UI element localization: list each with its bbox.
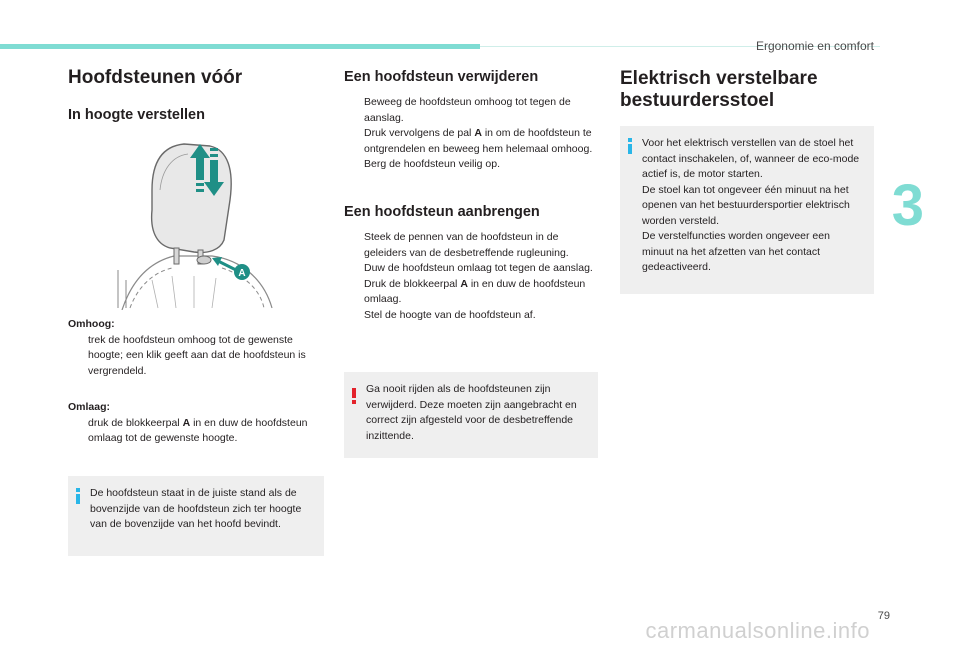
heading-electric-seat (620, 68, 818, 112)
section-title: Ergonomie en comfort (755, 39, 874, 53)
up-instructions (68, 317, 324, 379)
electric-seat-note-text: Voor het elektrisch verstellen van de stoel het contact inschakelen, of, wanneer de eco-mode actief is, de motor starten. De stoel kan tot ongeveer één minuut na het openen van het bestuurdersportier elektrisch worden versteld. De verstelfuncties worden ongeveer een minuut na het afzetten van het contact gedeactiveerd. (642, 137, 860, 273)
heading-electric-seat-line1: Elektrisch verstelbare (620, 68, 818, 89)
step-item (344, 308, 600, 324)
info-icon (628, 138, 632, 154)
step-text-part: Steek de pennen van de hoofdsteun in de geleiders van de desbetreffende rugleuning. (364, 231, 569, 259)
page-number: 79 (877, 610, 890, 622)
step-text (364, 127, 592, 155)
chapter-number: 3 (891, 173, 924, 238)
step-item (344, 95, 600, 126)
down-arrow-dash-1 (210, 148, 218, 151)
electric-seat-note (620, 126, 874, 294)
install-steps-list (344, 230, 600, 323)
watermark: carmanualsonline.info (645, 618, 870, 643)
warning-box (344, 372, 598, 458)
up-steps-list (68, 333, 324, 380)
warning-text: Ga nooit rijden als de hoofdsteunen zijn verwijderd. Deze moeten zijn aangebracht en correct zijn afgesteld voor de desbetreffende inzittende. (366, 383, 577, 442)
step-text (88, 417, 308, 445)
step-text-part: Berg de hoofdsteun veilig op. (364, 158, 501, 170)
step-text-part: druk de blokkeerpal (88, 416, 183, 429)
step-text (364, 278, 585, 306)
step-item (344, 157, 600, 173)
header-accent-bar (0, 44, 480, 49)
subheading-height-adjust: In hoogte verstellen (68, 107, 205, 123)
warning-icon (352, 388, 356, 404)
step-text (364, 231, 569, 259)
heading-electric-seat-line2: bestuurdersstoel (620, 90, 775, 111)
step-text-part: in en duw de hoofdsteun omlaag tot de gewenste hoogte. (88, 416, 308, 444)
step-text-part: Druk de blokkeerpal (364, 277, 461, 290)
headrest-illustration (112, 140, 277, 310)
step-text (364, 158, 500, 170)
step-text-part: Beweeg de hoofdsteun omhoog tot tegen de aanslag. (364, 96, 571, 124)
headrest-position-note (68, 476, 324, 556)
lock-button (197, 256, 211, 264)
down-instructions (68, 400, 324, 447)
step-text-part: Druk vervolgens de pal (364, 127, 475, 139)
step-text-part: Stel de hoogte van de hoofdsteun af. (364, 308, 536, 321)
step-text (364, 96, 571, 124)
down-arrow-dash-2 (210, 154, 218, 157)
headrest-shape (152, 144, 232, 253)
down-label: Omlaag: (68, 401, 111, 413)
down-steps-list (68, 416, 324, 447)
page-heading: Hoofdsteunen vóór (68, 67, 243, 88)
step-item (344, 261, 600, 277)
step-text-ref: A (474, 127, 482, 139)
info-icon (76, 488, 80, 504)
up-arrow-dash-1 (196, 183, 204, 186)
step-item (344, 277, 600, 308)
step-item (344, 126, 600, 157)
step-text (364, 262, 593, 274)
up-label: Omhoog: (68, 318, 115, 330)
step-item (68, 416, 324, 447)
seat-stitch-left (130, 268, 172, 308)
subheading-install: Een hoofdsteun aanbrengen (344, 204, 540, 220)
step-text-part: in en duw de hoofdsteun omlaag. (364, 277, 586, 305)
step-item (68, 333, 324, 380)
step-text-part: Duw de hoofdsteun omlaag tot tegen de aanslag. (364, 262, 593, 274)
headrest-note-text: De hoofdsteun staat in de juiste stand als de bovenzijde van de hoofdsteun zich ter hoogte van de bovenzijde van het hoofd bevindt. (90, 487, 302, 530)
step-text (364, 309, 536, 321)
label-a-text: A (238, 268, 246, 279)
subheading-remove: Een hoofdsteun verwijderen (344, 69, 539, 85)
step-text-ref: A (182, 416, 191, 429)
headrest-post-left (174, 248, 179, 264)
remove-steps-list (344, 95, 600, 173)
seat-ribs (152, 276, 216, 308)
step-item (344, 230, 600, 261)
step-text-part: in om de hoofdsteun te ontgrendelen en beweeg hem helemaal omhoog. (364, 127, 593, 155)
up-arrow-dash-2 (196, 189, 204, 192)
step-text: trek de hoofdsteun omhoog tot de gewenste hoogte; een klik geeft aan dat de hoofdsteun is vergrendeld. (88, 333, 306, 377)
step-text-ref: A (460, 277, 468, 290)
